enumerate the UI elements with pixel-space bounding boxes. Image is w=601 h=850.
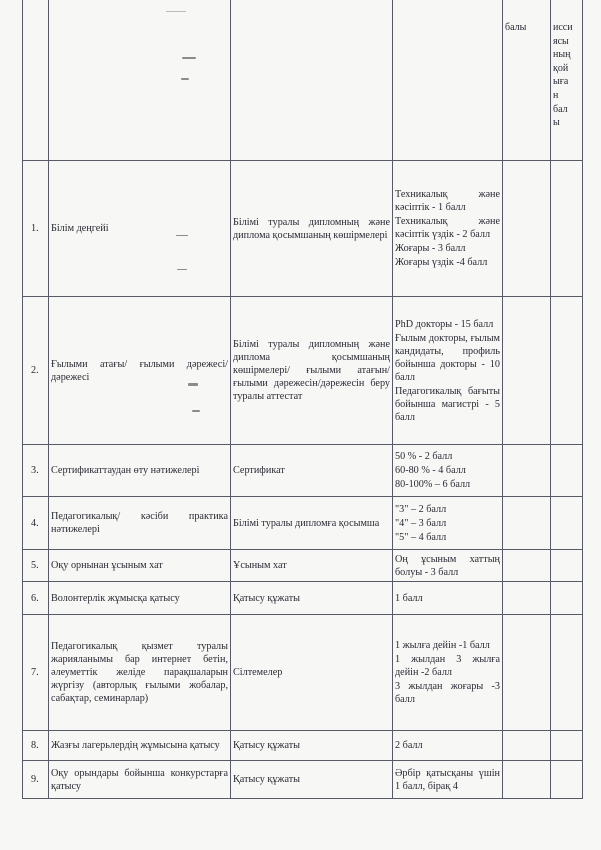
- row-number: 1.: [23, 161, 49, 297]
- scan-speck: [176, 235, 188, 236]
- criterion-cell: Волонтерлік жұмысқа қатысу: [49, 582, 231, 615]
- points-item: PhD докторы - 15 балл: [395, 318, 494, 330]
- score-cell: [503, 297, 551, 445]
- scan-speck: [192, 410, 200, 412]
- points-item: 80-100% – 6 балл: [395, 479, 471, 490]
- score-cell: [503, 445, 551, 497]
- points-cell: [393, 731, 503, 761]
- row-number: 3.: [23, 445, 49, 497]
- points-cell: [393, 582, 503, 615]
- points-item: Оң ұсыным хаттың болуы - 3 балл: [395, 553, 500, 578]
- points-item: Педагогикалық бағыты бойынша магистрі - 5 балл: [395, 385, 500, 423]
- commission-score-cell: [551, 615, 583, 731]
- header-cell-commission-score: исси ясы ның қой ыға н бал ы: [551, 0, 583, 161]
- points-cell: [393, 297, 503, 445]
- criterion-cell: Оқу орнынан ұсыным хат: [49, 550, 231, 582]
- scan-speck: [188, 383, 198, 386]
- criterion-cell: Жазғы лагерьлердің жұмысына қатысу: [49, 731, 231, 761]
- table-row: [23, 497, 583, 550]
- document-cell: Сілтемелер: [231, 615, 393, 731]
- commission-score-cell: [551, 582, 583, 615]
- document-cell: Қатысу құжаты: [231, 731, 393, 761]
- commission-score-cell: [551, 550, 583, 582]
- points-item: 60-80 % - 4 балл: [395, 465, 466, 476]
- points-cell: [393, 615, 503, 731]
- score-cell: [503, 761, 551, 799]
- scan-speck: [177, 269, 187, 270]
- row-number: 4.: [23, 497, 49, 550]
- points-item: 2 балл: [395, 740, 423, 751]
- points-item: Техникалық және кәсіптік үздік - 2 балл: [395, 216, 500, 240]
- row-number: 6.: [23, 582, 49, 615]
- commission-score-cell: [551, 161, 583, 297]
- score-cell: [503, 731, 551, 761]
- header-cell-criterion: [49, 0, 231, 161]
- points-item: Жоғары - 3 балл: [395, 243, 466, 254]
- header-cell-points: [393, 0, 503, 161]
- points-item: Техникалық және кәсіптік - 1 балл: [395, 189, 500, 213]
- points-item: 1 жылдан 3 жылға дейін -2 балл: [395, 654, 500, 678]
- table-row: [23, 297, 583, 445]
- points-item: 1 балл: [395, 592, 423, 604]
- scan-speck: [166, 11, 186, 12]
- criterion-cell: Педагогикалық/ кәсіби практика нәтижелері: [49, 497, 231, 550]
- table-row: [23, 550, 583, 582]
- score-cell: [503, 161, 551, 297]
- row-number: 2.: [23, 297, 49, 445]
- criterion-cell: Сертификаттаудан өту нәтижелері: [49, 445, 231, 497]
- criterion-cell: Білім деңгейі: [49, 161, 231, 297]
- document-cell: Қатысу құжаты: [231, 761, 393, 799]
- table-row: [23, 161, 583, 297]
- row-number: 9.: [23, 761, 49, 799]
- points-item: 50 % - 2 балл: [395, 451, 453, 462]
- points-item: Ғылым докторы, ғылым кандидаты, профиль бойынша докторы - 10 балл: [395, 332, 500, 383]
- header-cell-document: [231, 0, 393, 161]
- header-cell-num: [23, 0, 49, 161]
- header-cell-score: балы: [503, 0, 551, 161]
- criterion-cell: Ғылыми атағы/ ғылыми дәрежесі/ дәрежесі: [49, 297, 231, 445]
- commission-score-cell: [551, 731, 583, 761]
- points-cell: [393, 497, 503, 550]
- points-item: 1 жылға дейін -1 балл: [395, 640, 490, 651]
- score-cell: [503, 615, 551, 731]
- points-item: 3 жылдан жоғары -3 балл: [395, 681, 500, 705]
- commission-score-cell: [551, 761, 583, 799]
- row-number: 7.: [23, 615, 49, 731]
- header-row: [23, 0, 583, 161]
- table-row: [23, 615, 583, 731]
- points-item: "3" – 2 балл: [395, 503, 447, 515]
- document-cell: Білімі туралы дипломның және диплома қосымшаның көшірмелері/ ғылыми атағын/ ғылыми дәрежесін/дәрежесін беру туралы аттестат: [231, 297, 393, 445]
- points-item: "5" – 4 балл: [395, 531, 447, 543]
- points-cell: [393, 761, 503, 799]
- points-cell: [393, 550, 503, 582]
- criterion-cell: Оқу орындары бойынша конкурстарға қатысу: [49, 761, 231, 799]
- commission-score-cell: [551, 445, 583, 497]
- score-cell: [503, 497, 551, 550]
- criteria-table: [22, 0, 583, 799]
- table-row: [23, 761, 583, 799]
- points-item: "4" – 3 балл: [395, 517, 447, 529]
- points-item: Жоғары үздік -4 балл: [395, 257, 488, 268]
- points-cell: [393, 445, 503, 497]
- document-cell: Сертификат: [231, 445, 393, 497]
- table-row: [23, 731, 583, 761]
- document-cell: Білімі туралы дипломға қосымша: [231, 497, 393, 550]
- row-number: 8.: [23, 731, 49, 761]
- criteria-table-body: [23, 0, 583, 799]
- document-cell: Білімі туралы дипломның және диплома қосымшаның көшірмелері: [231, 161, 393, 297]
- criterion-cell: Педагогикалық қызмет туралы жарияланымы бар интернет бетін, әлеуметтік желіде парақшаларын жүргізу (авторлық ғылыми жобалар, сабақтар, семинарлар): [49, 615, 231, 731]
- commission-score-cell: [551, 497, 583, 550]
- commission-score-cell: [551, 297, 583, 445]
- table-row: [23, 445, 583, 497]
- document-cell: Қатысу құжаты: [231, 582, 393, 615]
- scan-speck: [182, 57, 196, 59]
- points-item: Әрбір қатысқаны үшін 1 балл, бірақ 4: [395, 767, 500, 792]
- scan-speck: [181, 78, 189, 80]
- row-number: 5.: [23, 550, 49, 582]
- table-row: [23, 582, 583, 615]
- score-cell: [503, 550, 551, 582]
- score-cell: [503, 582, 551, 615]
- document-cell: Ұсыным хат: [231, 550, 393, 582]
- points-cell: [393, 161, 503, 297]
